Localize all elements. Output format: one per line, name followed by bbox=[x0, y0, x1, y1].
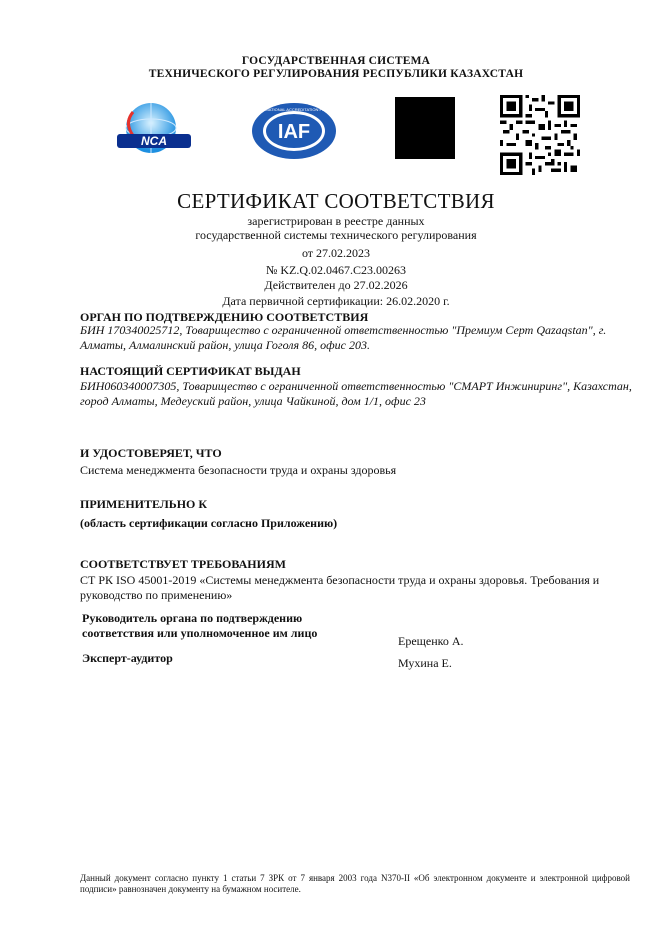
qr-code bbox=[500, 95, 580, 175]
expert-name: Мухина Е. bbox=[398, 656, 452, 670]
certificate-title: СЕРТИФИКАТ СООТВЕТСТВИЯ bbox=[177, 189, 495, 213]
registry-date: от 27.02.2023 bbox=[301, 246, 371, 260]
iaf-logo bbox=[250, 102, 338, 160]
head-name: Ерещенко А. bbox=[398, 634, 464, 648]
nca-logo bbox=[113, 94, 195, 166]
redacted-photo bbox=[395, 97, 455, 159]
cert-body-text: БИН 170340025712, Товарищество с ограниченной ответственностью "Премиум Серт Qazaqstan", г. Алматы, Алмалинский район, улица Гоголя 86, офис 203. bbox=[80, 323, 607, 352]
requirements-heading: СООТВЕТСТВУЕТ ТРЕБОВАНИЯМ bbox=[80, 557, 286, 571]
head-label-line2: соответствия или уполномоченное им лицо bbox=[82, 626, 318, 640]
iaf-logo-text: IAF bbox=[277, 121, 311, 143]
certifies-heading: И УДОСТОВЕРЯЕТ, ЧТО bbox=[80, 446, 222, 460]
registry-line2: государственной системы технического регулирования bbox=[195, 228, 477, 242]
issued-to-heading: НАСТОЯЩИЙ СЕРТИФИКАТ ВЫДАН bbox=[80, 364, 301, 378]
iaf-ring-text: INTERNATIONAL ACCREDITATION FORUM bbox=[253, 107, 335, 112]
first-certification-date: Дата первичной сертификации: 26.02.2020 г. bbox=[222, 294, 450, 308]
applicable-heading: ПРИМЕНИТЕЛЬНО К bbox=[80, 497, 208, 511]
applicable-text: (область сертификации согласно Приложению) bbox=[80, 516, 338, 530]
valid-until: Действителен до 27.02.2026 bbox=[264, 278, 408, 292]
expert-label: Эксперт-аудитор bbox=[82, 651, 173, 665]
registry-number: № KZ.Q.02.0467.C23.00263 bbox=[265, 263, 407, 277]
cert-body-heading: ОРГАН ПО ПОДТВЕРЖДЕНИЮ СООТВЕТСТВИЯ bbox=[80, 310, 369, 324]
footer-legal-note: Данный документ согласно пункту 1 статьи 7 ЗРК от 7 января 2003 года N370-II «Об электронном документе и электронной цифровой подписи» равнозначен документу на бумажном носителе. bbox=[80, 873, 630, 894]
requirements-text: СТ РК ISO 45001-2019 «Системы менеджмента безопасности труда и охраны здоровья. Требования и руководство по применению» bbox=[80, 573, 600, 602]
gov-system-line2: ТЕХНИЧЕСКОГО РЕГУЛИРОВАНИЯ РЕСПУБЛИКИ КАЗАХСТАН bbox=[148, 68, 524, 80]
head-label-line1: Руководитель органа по подтверждению bbox=[82, 611, 303, 625]
nca-logo-text: NCA bbox=[141, 134, 167, 148]
certifies-text: Система менеджмента безопасности труда и охраны здоровья bbox=[80, 463, 397, 477]
registry-line1: зарегистрирован в реестре данных bbox=[247, 214, 425, 228]
issued-to-text: БИН060340007305, Товарищество с ограниченной ответственностью "СМАРТ Инжиниринг", Казахстан, город Алматы, Медеуский район, улица Чайкиной, дом 1/1, офис 23 bbox=[80, 379, 632, 408]
gov-system-line1: ГОСУДАРСТВЕННАЯ СИСТЕМА bbox=[241, 55, 431, 67]
